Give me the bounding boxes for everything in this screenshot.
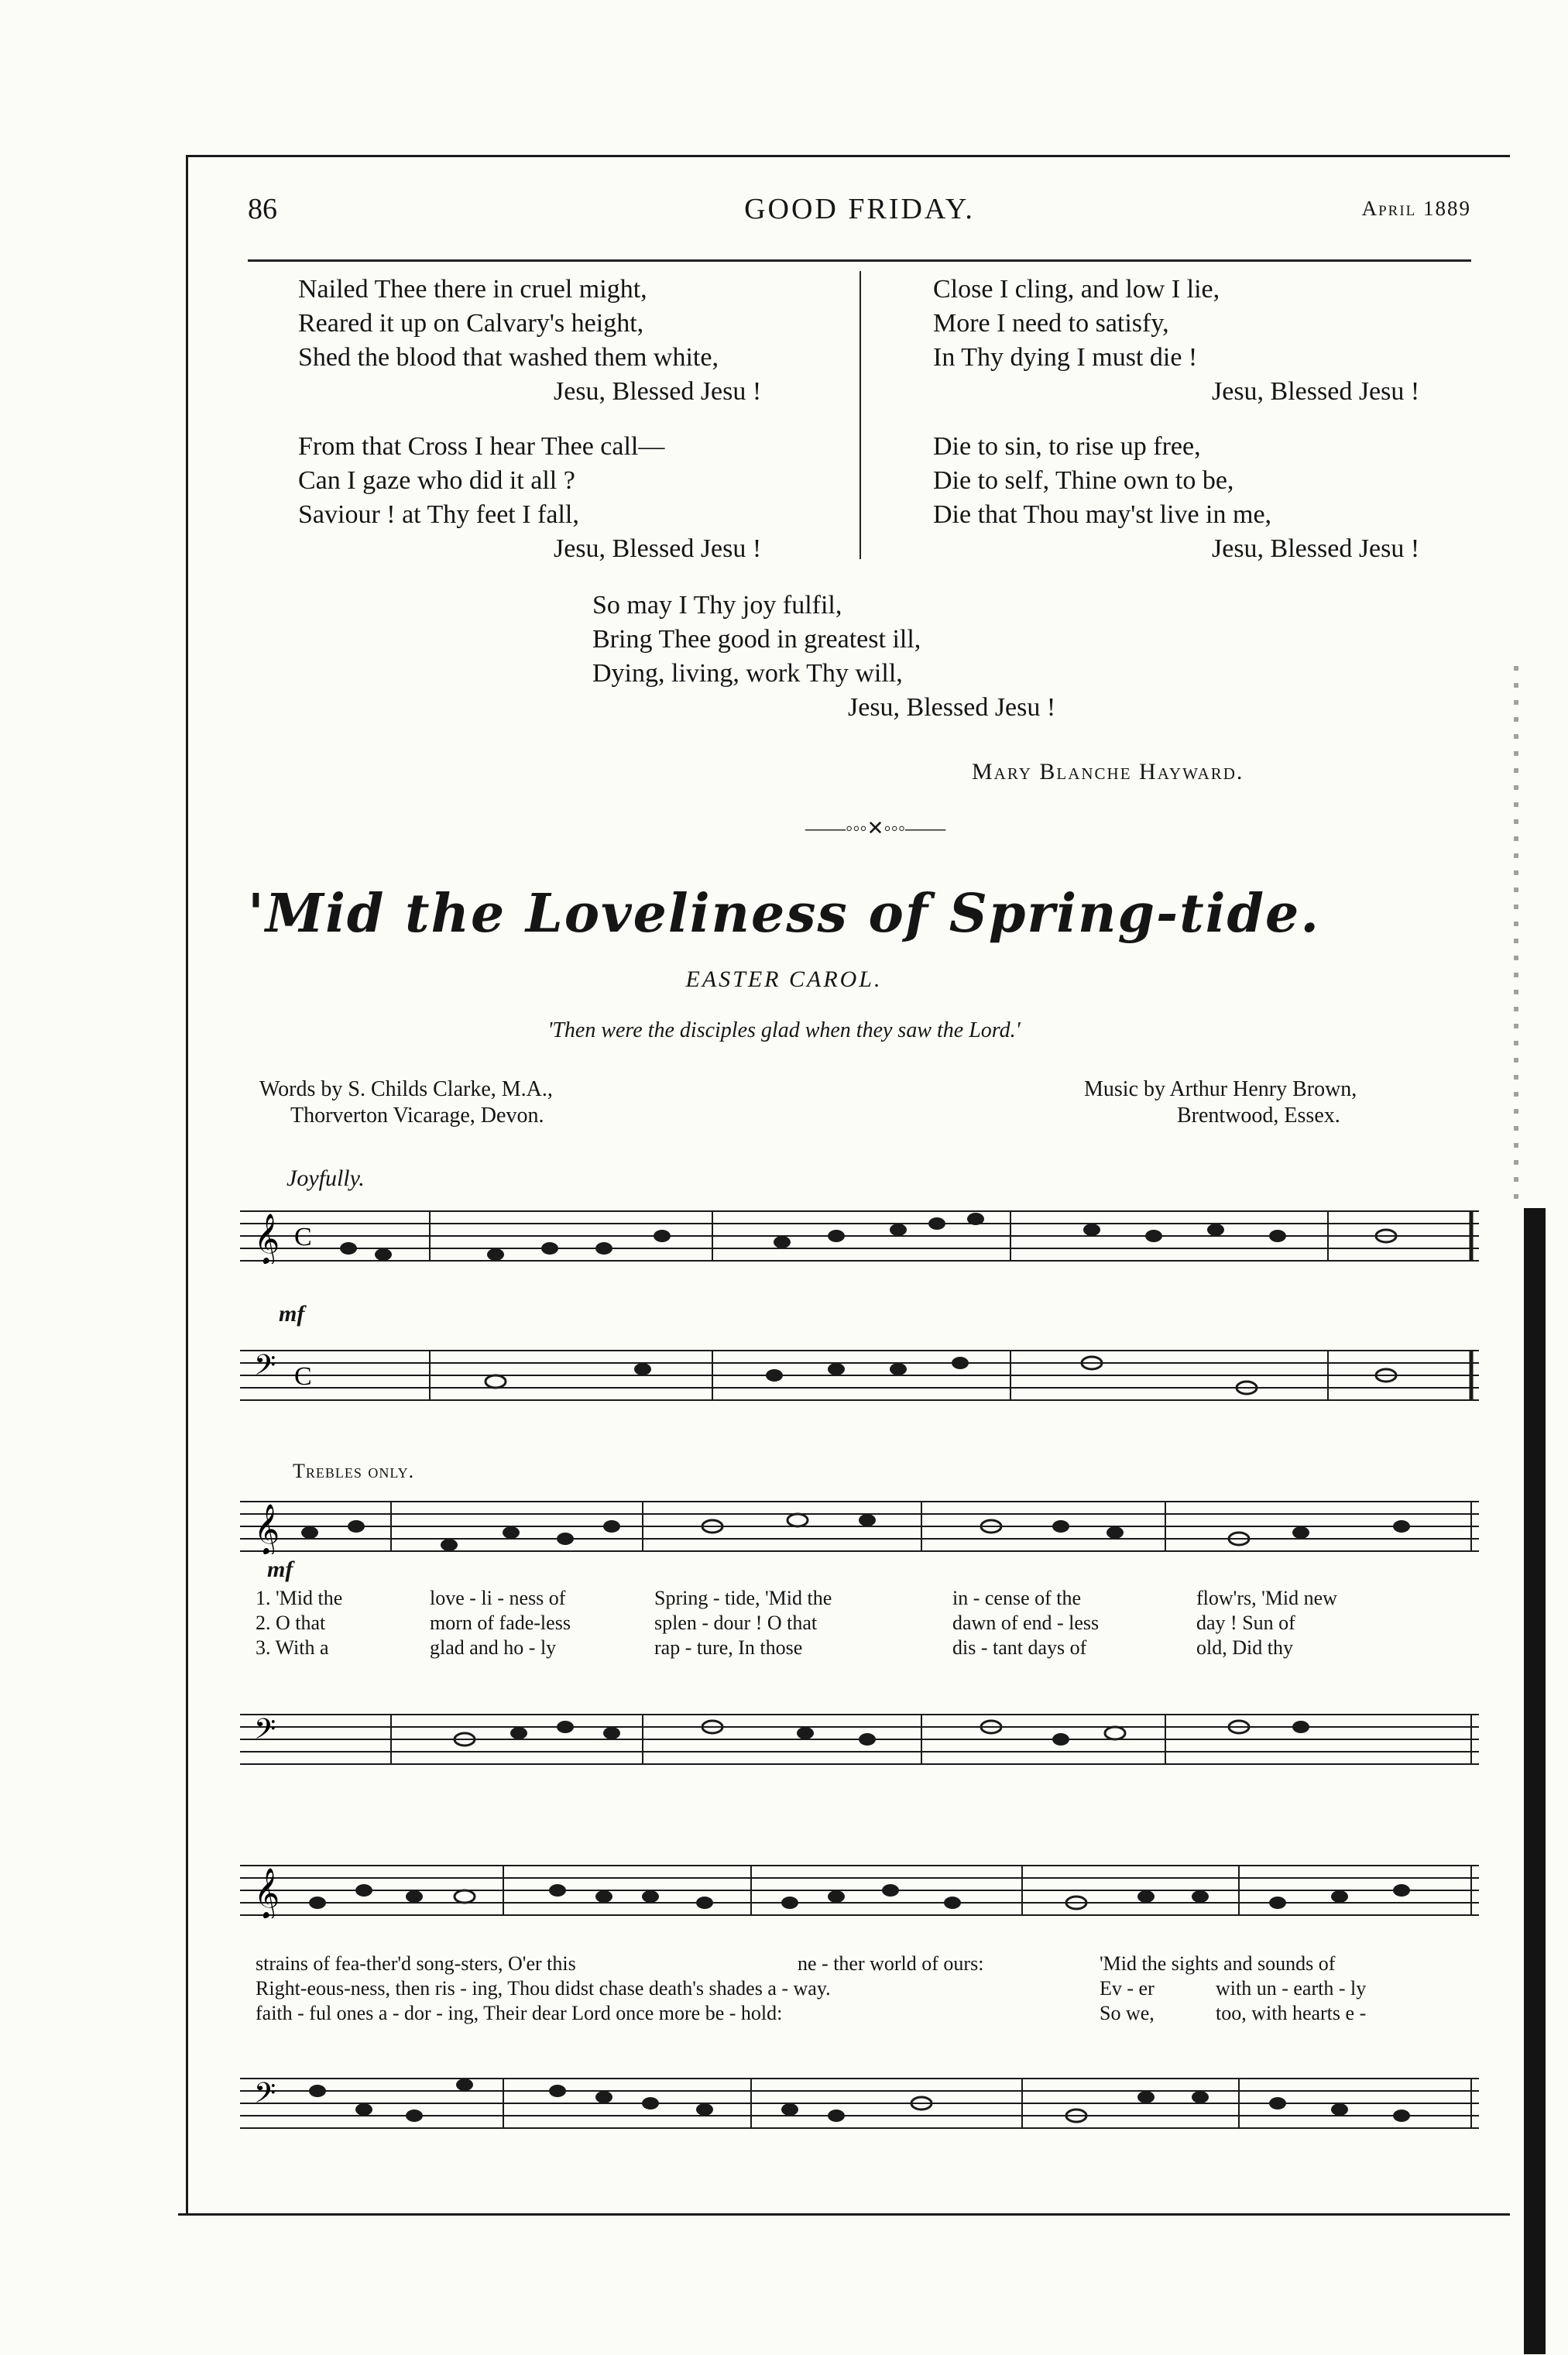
music-credit-line: Brentwood, Essex. bbox=[1177, 1104, 1340, 1128]
svg-text:𝄢: 𝄢 bbox=[254, 1713, 276, 1753]
staff-lines bbox=[240, 2075, 1479, 2131]
poem-line: Dying, living, work Thy will, bbox=[592, 659, 903, 688]
lyric-fragment: Ev - er bbox=[1100, 1977, 1155, 2000]
music-staff-treble-intro bbox=[240, 1208, 1479, 1264]
poem-line: Saviour ! at Thy feet I fall, bbox=[298, 500, 579, 529]
lyric-fragment: too, with hearts e - bbox=[1216, 2002, 1367, 2024]
lyrics-verse-3 bbox=[256, 1636, 1479, 1660]
lyric-fragment: old, Did thy bbox=[1196, 1636, 1293, 1659]
page-number: 86 bbox=[248, 193, 277, 225]
lyric-fragment: dawn of end - less bbox=[952, 1612, 1100, 1634]
poem-line: Die to sin, to rise up free, bbox=[933, 432, 1201, 461]
poem-stanza-4 bbox=[933, 430, 1419, 566]
page-title: GOOD FRIDAY. bbox=[744, 193, 975, 225]
poem-line: From that Cross I hear Thee call— bbox=[298, 432, 665, 461]
lyrics-verse-2 bbox=[256, 1976, 1479, 2001]
carol-epigraph: 'Then were the disciples glad when they saw the Lord.' bbox=[547, 1018, 1021, 1042]
section-ornament: ——◦◦◦✕◦◦◦—— bbox=[805, 817, 946, 839]
poem-author: Mary Blanche Hayward. bbox=[972, 759, 1244, 784]
carol-title: 'Mid the Loveliness of Spring-tide. bbox=[247, 883, 1320, 945]
poem-line: Die that Thou may'st live in me, bbox=[933, 500, 1272, 529]
dynamic-marking: mf bbox=[267, 1557, 293, 1582]
carol-subtitle: EASTER CAROL. bbox=[685, 966, 883, 992]
lyric-fragment: 'Mid the sights and sounds of bbox=[1100, 1952, 1336, 1975]
poem-refrain: Jesu, Blessed Jesu ! bbox=[1212, 534, 1420, 563]
lyric-fragment: flow'rs, 'Mid new bbox=[1196, 1587, 1337, 1609]
staff-lines bbox=[240, 1711, 1479, 1767]
lyric-fragment: faith - ful ones a - dor - ing, Their dear Lord once more be - hold: bbox=[256, 2002, 783, 2024]
running-header bbox=[248, 192, 1471, 239]
tempo-marking: Joyfully. bbox=[286, 1165, 365, 1191]
poem-line: In Thy dying I must die ! bbox=[933, 343, 1198, 372]
dynamic-marking: mf bbox=[279, 1301, 305, 1327]
lyric-fragment: So we, bbox=[1100, 2002, 1155, 2024]
lyrics-verse-2 bbox=[256, 1611, 1479, 1636]
music-credit-line: Music by Arthur Henry Brown, bbox=[1084, 1077, 1357, 1101]
svg-text:𝄢: 𝄢 bbox=[254, 1349, 276, 1389]
lyrics-system-1 bbox=[256, 1586, 1479, 1660]
poem-stanza-3 bbox=[933, 273, 1419, 409]
poem-stanza-2 bbox=[298, 430, 761, 566]
binding-edge-shadow bbox=[1524, 1208, 1546, 2354]
lyric-fragment: morn of fade-less bbox=[430, 1612, 571, 1634]
poem-stanza-5 bbox=[592, 589, 1055, 725]
lyrics-verse-3 bbox=[256, 2001, 1479, 2026]
column-divider bbox=[859, 271, 861, 559]
lyric-fragment: ne - ther world of ours: bbox=[798, 1952, 984, 1975]
page-frame-left bbox=[186, 155, 188, 2215]
poem-refrain: Jesu, Blessed Jesu ! bbox=[1212, 377, 1420, 406]
lyric-fragment: with un - earth - ly bbox=[1216, 1977, 1367, 2000]
music-staff-bass-1 bbox=[240, 1711, 1479, 1767]
svg-text:𝄢: 𝄢 bbox=[254, 2077, 276, 2116]
lyric-fragment: rap - ture, In those bbox=[654, 1636, 803, 1659]
lyric-fragment: 2. O that bbox=[256, 1612, 326, 1634]
lyric-fragment: Spring - tide, 'Mid the bbox=[654, 1587, 832, 1609]
poem-line: Bring Thee good in greatest ill, bbox=[592, 625, 921, 654]
music-staff-bass-intro bbox=[240, 1347, 1479, 1403]
poem-refrain: Jesu, Blessed Jesu ! bbox=[554, 534, 762, 563]
music-credit bbox=[1084, 1076, 1357, 1129]
lyric-fragment: glad and ho - ly bbox=[430, 1636, 557, 1659]
lyric-fragment: in - cense of the bbox=[952, 1587, 1082, 1609]
lyrics-verse-1 bbox=[256, 1952, 1479, 1976]
svg-text:𝄞: 𝄞 bbox=[254, 1504, 280, 1554]
poem-line: Close I cling, and low I lie, bbox=[933, 275, 1220, 304]
lyrics-system-2 bbox=[256, 1952, 1479, 2026]
trebles-only-direction: Trebles only. bbox=[293, 1460, 415, 1482]
poem-line: Can I gaze who did it all ? bbox=[298, 466, 575, 495]
staff-lines bbox=[240, 1347, 1479, 1403]
svg-text:𝄞: 𝄞 bbox=[254, 1868, 280, 1918]
page-frame-top bbox=[186, 155, 1510, 157]
poem-line: Die to self, Thine own to be, bbox=[933, 466, 1234, 495]
issue-date: April 1889 bbox=[1361, 197, 1471, 220]
lyric-fragment: dis - tant days of bbox=[952, 1636, 1087, 1659]
words-credit-line: Words by S. Childs Clarke, M.A., bbox=[259, 1077, 553, 1101]
lyric-fragment: splen - dour ! O that bbox=[654, 1612, 818, 1634]
lyric-fragment: love - li - ness of bbox=[430, 1587, 566, 1609]
staff-lines bbox=[240, 1208, 1479, 1264]
poem-line: Nailed Thee there in cruel might, bbox=[298, 275, 647, 304]
poem-stanza-1 bbox=[298, 273, 761, 409]
poem-line: Reared it up on Calvary's height, bbox=[298, 309, 644, 338]
page-frame-bottom bbox=[178, 2213, 1510, 2216]
poem-refrain: Jesu, Blessed Jesu ! bbox=[848, 693, 1056, 722]
lyric-fragment: day ! Sun of bbox=[1196, 1612, 1295, 1634]
music-staff-bass-2 bbox=[240, 2075, 1479, 2131]
music-staff-treble-1 bbox=[240, 1498, 1479, 1554]
poem-line: So may I Thy joy fulfil, bbox=[592, 591, 842, 620]
lyrics-verse-1 bbox=[256, 1586, 1479, 1611]
lyric-fragment: 1. 'Mid the bbox=[256, 1587, 343, 1609]
lyric-fragment: strains of fea-ther'd song-sters, O'er this bbox=[256, 1952, 576, 1975]
lyric-fragment: 3. With a bbox=[256, 1636, 329, 1659]
music-staff-treble-2 bbox=[240, 1862, 1479, 1918]
svg-text:C: C bbox=[294, 1362, 312, 1391]
lyric-fragment: Right-eous-ness, then ris - ing, Thou didst chase death's shades a - way. bbox=[256, 1977, 831, 2000]
poem-line: More I need to satisfy, bbox=[933, 309, 1169, 338]
staff-lines bbox=[240, 1862, 1479, 1918]
header-rule bbox=[248, 259, 1471, 262]
poem-refrain: Jesu, Blessed Jesu ! bbox=[554, 377, 762, 406]
words-credit-line: Thorverton Vicarage, Devon. bbox=[290, 1104, 544, 1128]
svg-text:𝄞: 𝄞 bbox=[254, 1214, 280, 1264]
svg-text:C: C bbox=[294, 1223, 312, 1251]
poem-line: Shed the blood that washed them white, bbox=[298, 343, 719, 372]
staff-lines bbox=[240, 1498, 1479, 1554]
words-credit bbox=[259, 1076, 553, 1129]
